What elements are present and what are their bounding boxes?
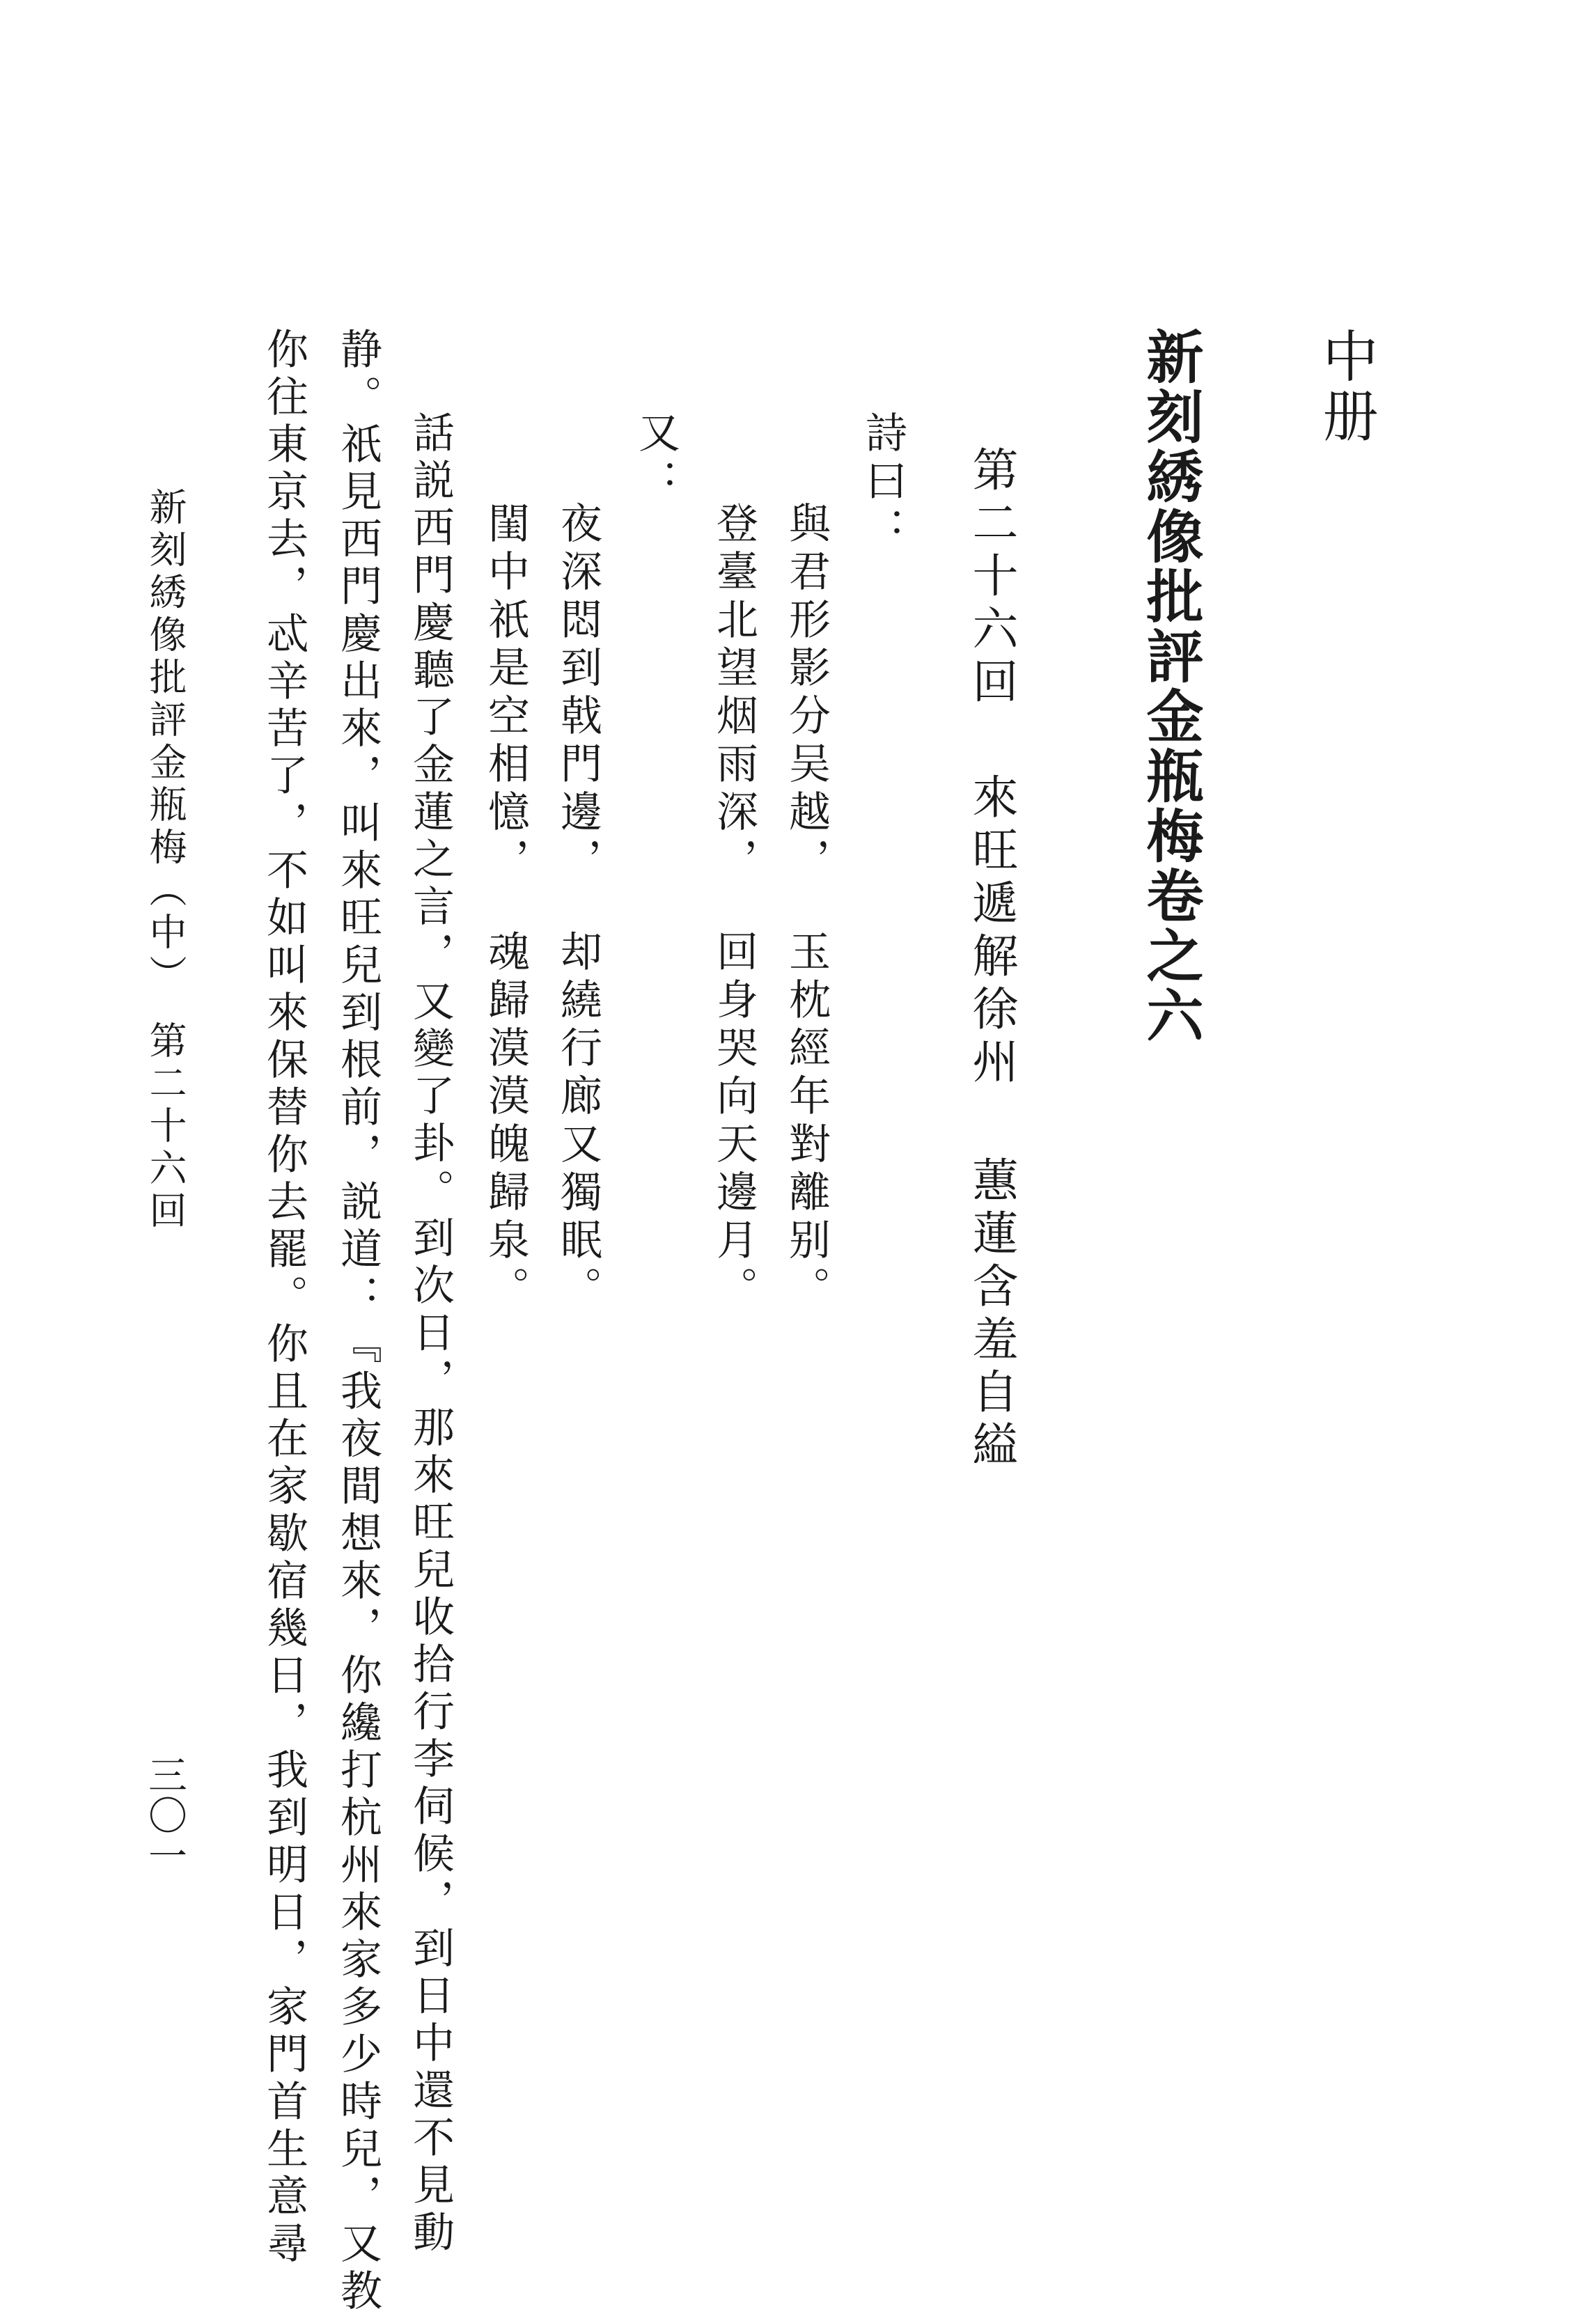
prose-line: 話説西門慶聽了金蓮之言，又變了卦。到次日，那來旺兒收拾行李伺候，到日中還不見動 [406, 411, 455, 2258]
poem-line-second: 玉枕經年對離别。 [782, 930, 831, 1314]
poem-intro: 又： [632, 411, 680, 507]
poem-intro: 詩曰： [859, 411, 907, 555]
prose-line: 静。祇見西門慶出來，叫來旺兒到根前，説道：『我夜間想來，你纔打杭州來家多少時兒，又教 [334, 327, 382, 2316]
prose-line: 你往東京去，忒辛苦了，不如叫來保替你去罷。你且在家歇宿幾日，我到明日，家門首生意尋 [260, 327, 308, 2269]
running-title: 新刻綉像批評金瓶梅（中） 第二十六回 [143, 487, 187, 1233]
chapter-title-part1: 來旺遞解徐州 [964, 773, 1018, 1090]
chapter-number: 第二十六回 [964, 446, 1018, 710]
poem-line-second: 回身哭向天邊月。 [710, 930, 758, 1314]
poem-line-first: 登臺北望烟雨深， [710, 501, 758, 886]
poem-line-first: 夜深悶到戟門邊， [554, 501, 602, 886]
book-title: 新刻綉像批評金瓶梅卷之六 [1137, 327, 1204, 1046]
chapter-title-part2: 蕙蓮含羞自縊 [964, 1156, 1018, 1473]
poem-line-second: 却繞行廊又獨眠。 [554, 930, 602, 1314]
page-number: 三〇一 [142, 1755, 187, 1876]
poem-line-first: 與君形影分吴越， [782, 501, 831, 886]
poem-line-second: 魂歸漠漠魄歸泉。 [481, 930, 530, 1314]
volume-label: 中册 [1313, 327, 1378, 447]
poem-line-first: 閨中祇是空相憶， [481, 501, 530, 886]
